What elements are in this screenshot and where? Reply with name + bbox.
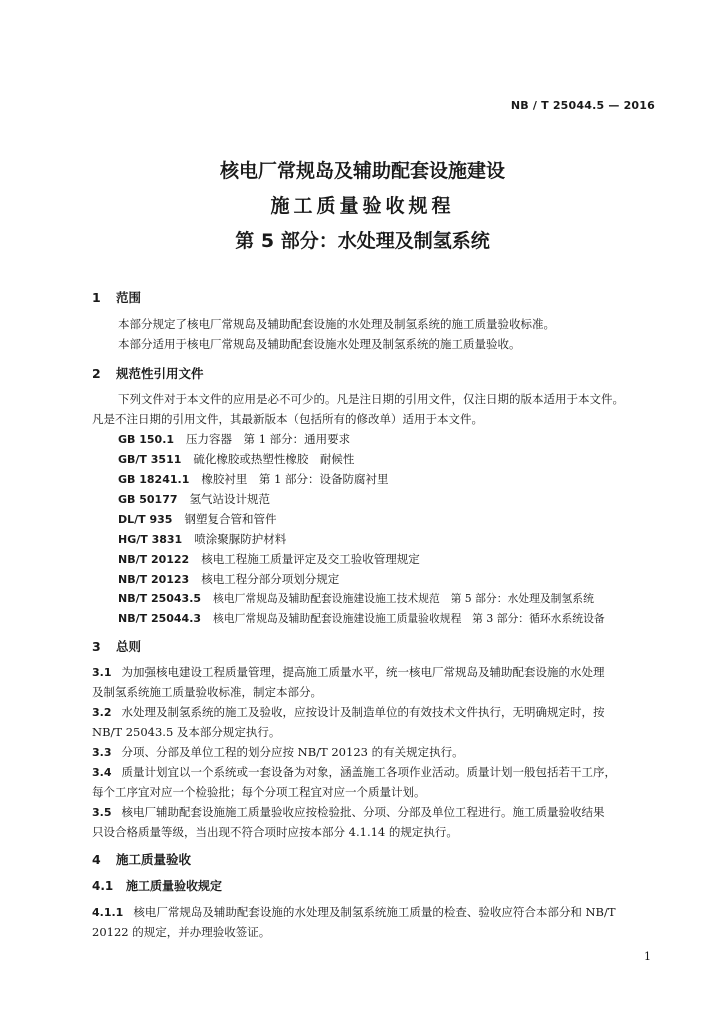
clause-3-4-text: 质量计划宜以一个系统或一套设备为对象，涵盖施工各项作业活动。质量计划一般包括若干工序， — [121, 765, 616, 779]
reference-item — [118, 451, 354, 467]
reference-title: 核电厂常规岛及辅助配套设施建设施工技术规范 第 5 部分：水处理及制氢系统 — [213, 592, 594, 605]
clause-3-4-line-1 — [92, 764, 616, 780]
section-2-heading — [92, 364, 204, 382]
subsection-4-1-heading — [92, 877, 222, 894]
section-3-heading — [92, 637, 141, 655]
clause-3-1-line-2: 及制氢系统施工质量验收标准，制定本部分。 — [92, 685, 322, 699]
standard-code: NB / T 25044.5 — 2016 — [510, 99, 655, 112]
reference-title: 喷涂聚脲防护材料 — [194, 532, 287, 546]
reference-code: GB 18241.1 — [118, 473, 190, 486]
reference-item — [118, 591, 594, 606]
clause-3-5-text: 核电厂辅助配套设施施工质量验收应按检验批、分项、分部及单位工程进行。施工质量验收结果 — [121, 805, 605, 819]
reference-item — [118, 551, 420, 567]
reference-item — [118, 471, 389, 487]
reference-title: 核电厂常规岛及辅助配套设施建设施工质量验收规程 第 3 部分：循环水系统设备 — [213, 612, 605, 625]
clause-3-2-line-1 — [92, 704, 605, 720]
reference-title: 氢气站设计规范 — [189, 492, 271, 506]
clause-3-5-number: 3.5 — [92, 806, 112, 819]
reference-item — [118, 431, 350, 447]
reference-code: NB/T 20123 — [118, 573, 190, 586]
clause-4-1-1-number: 4.1.1 — [92, 906, 124, 919]
clause-3-1-text: 为加强核电建设工程质量管理，提高施工质量水平，统一核电厂常规岛及辅助配套设施的水处理 — [121, 665, 605, 679]
title-line-3: 第 5 部分：水处理及制氢系统 — [235, 230, 490, 252]
reference-title: 核电工程分部分项划分规定 — [201, 572, 340, 586]
clause-3-1-line-1 — [92, 664, 605, 680]
clause-3-2-line-2: NB/T 25043.5 及本部分规定执行。 — [92, 725, 281, 739]
reference-item — [118, 611, 605, 626]
section-4-heading — [92, 850, 191, 868]
reference-title: 压力容器 第 1 部分：通用要求 — [186, 432, 351, 446]
reference-title: 钢塑复合管和管件 — [184, 512, 277, 526]
reference-code: GB 50177 — [118, 493, 178, 506]
reference-item — [118, 531, 286, 547]
section-1-para-2: 本部分适用于核电厂常规岛及辅助配套设施水处理及制氢系统的施工质量验收。 — [118, 337, 521, 351]
section-2-intro-line-1: 下列文件对于本文件的应用是必不可少的。凡是注日期的引用文件，仅注日期的版本适用于本文件。 — [118, 392, 624, 406]
title-line-2: 施工质量验收规程 — [270, 195, 455, 217]
subsection-4-1-title: 施工质量验收规定 — [126, 879, 223, 893]
clause-3-2-number: 3.2 — [92, 706, 112, 719]
clause-4-1-1-line-1 — [92, 904, 616, 920]
section-1-title: 范围 — [116, 290, 142, 305]
clause-3-1-number: 3.1 — [92, 666, 112, 679]
section-4-title: 施工质量验收 — [116, 852, 192, 867]
section-1-number: 1 — [92, 290, 101, 305]
reference-title: 核电工程施工质量评定及交工验收管理规定 — [201, 552, 420, 566]
reference-code: NB/T 25043.5 — [118, 592, 202, 605]
section-1-heading — [92, 288, 141, 306]
clause-4-1-1-line-2: 20122 的规定，并办理验收签证。 — [92, 925, 271, 939]
reference-code: NB/T 25044.3 — [118, 612, 202, 625]
reference-code: DL/T 935 — [118, 513, 173, 526]
clause-3-4-line-2: 每个工序宜对应一个检验批；每个分项工程宜对应一个质量计划。 — [92, 785, 426, 799]
reference-item — [118, 491, 270, 507]
clause-4-1-1-text: 核电厂常规岛及辅助配套设施的水处理及制氢系统施工质量的检查、验收应符合本部分和 NB/T — [133, 905, 616, 919]
clause-3-5-line-1 — [92, 804, 605, 820]
subsection-4-1-number: 4.1 — [92, 879, 114, 893]
clause-3-2-text: 水处理及制氢系统的施工及验收，应按设计及制造单位的有效技术文件执行，无明确规定时，按 — [121, 705, 605, 719]
section-2-title: 规范性引用文件 — [116, 366, 204, 381]
page-number: 1 — [644, 950, 651, 963]
clause-3-4-number: 3.4 — [92, 766, 112, 779]
reference-code: NB/T 20122 — [118, 553, 190, 566]
section-4-number: 4 — [92, 852, 101, 867]
reference-title: 硫化橡胶或热塑性橡胶 耐候性 — [193, 452, 355, 466]
section-1-para-1: 本部分规定了核电厂常规岛及辅助配套设施的水处理及制氢系统的施工质量验收标准。 — [118, 317, 555, 331]
section-2-number: 2 — [92, 366, 101, 381]
section-3-number: 3 — [92, 639, 101, 654]
reference-code: GB 150.1 — [118, 433, 175, 446]
reference-item — [118, 511, 276, 527]
clause-3-5-line-2: 只设合格质量等级，当出现不符合项时应按本部分 4.1.14 的规定执行。 — [92, 825, 458, 839]
section-2-intro-line-2: 凡是不注日期的引用文件，其最新版本（包括所有的修改单）适用于本文件。 — [92, 412, 483, 426]
clause-3-3-line-1 — [92, 744, 464, 760]
clause-3-3-number: 3.3 — [92, 746, 112, 759]
section-3-title: 总则 — [116, 639, 142, 654]
reference-item — [118, 571, 339, 587]
reference-title: 橡胶衬里 第 1 部分：设备防腐衬里 — [201, 472, 389, 486]
reference-code: HG/T 3831 — [118, 533, 183, 546]
reference-code: GB/T 3511 — [118, 453, 182, 466]
title-line-1: 核电厂常规岛及辅助配套设施建设 — [219, 160, 505, 182]
clause-3-3-text: 分项、分部及单位工程的划分应按 NB/T 20123 的有关规定执行。 — [121, 745, 464, 759]
